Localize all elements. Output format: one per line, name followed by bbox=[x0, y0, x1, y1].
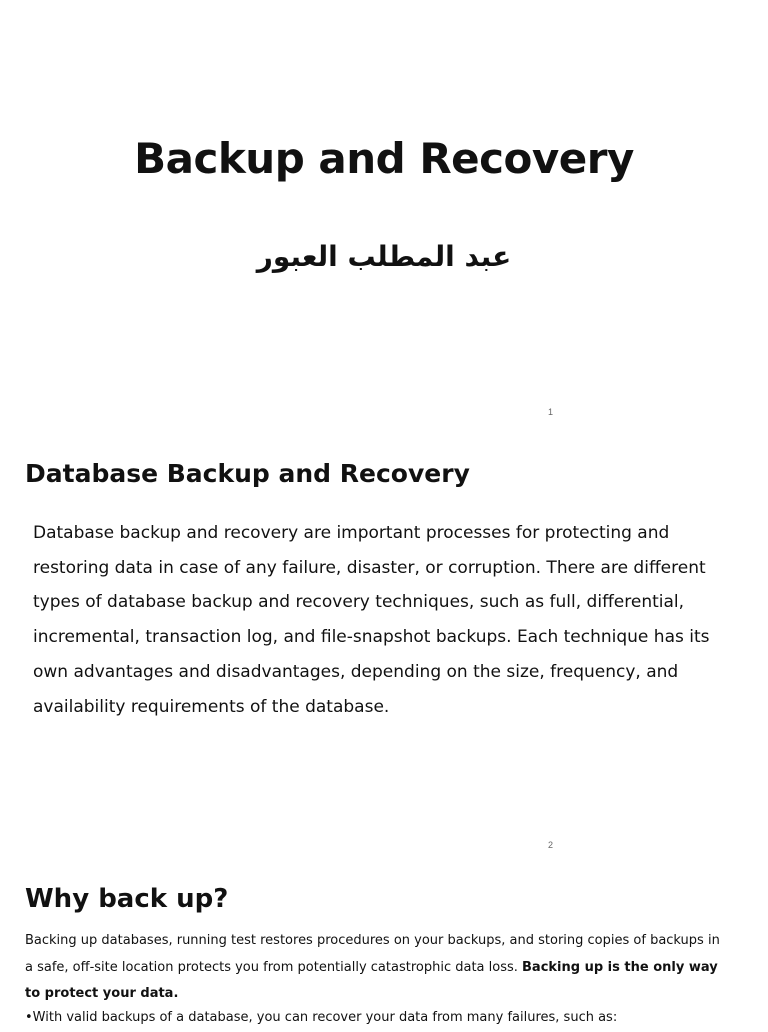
page-number: 1 bbox=[548, 407, 554, 417]
page-number: 2 bbox=[548, 840, 554, 850]
section-paragraph: Database backup and recovery are important processes for protecting and restoring data in case of any failure, disaster, or corruption. There are different types of database backup and recovery techniques, such as full, differential, incremental, transaction log, and file-snapshot backups. Each technique has its own advantages and disadvantages, depending on the size, frequency, and availability requirements of the database. bbox=[33, 523, 710, 717]
section-heading: Database Backup and Recovery bbox=[25, 459, 470, 488]
document-title: Backup and Recovery bbox=[134, 134, 634, 183]
bullet-item: •With valid backups of a database, you can recover your data from many failures, such as: bbox=[25, 1010, 618, 1025]
paragraph-emphasis: Backing up is the only way to protect your data. bbox=[25, 959, 718, 1001]
paragraph-text: Backing up databases, running test restores procedures on your backups, and storing copies of backups in a safe, off-site location protects you from potentially catastrophic data loss. bbox=[25, 933, 720, 975]
author-name: عبد المطلب العبور bbox=[256, 240, 512, 273]
section-heading: Why back up? bbox=[25, 884, 229, 914]
section-paragraph bbox=[25, 928, 725, 1008]
